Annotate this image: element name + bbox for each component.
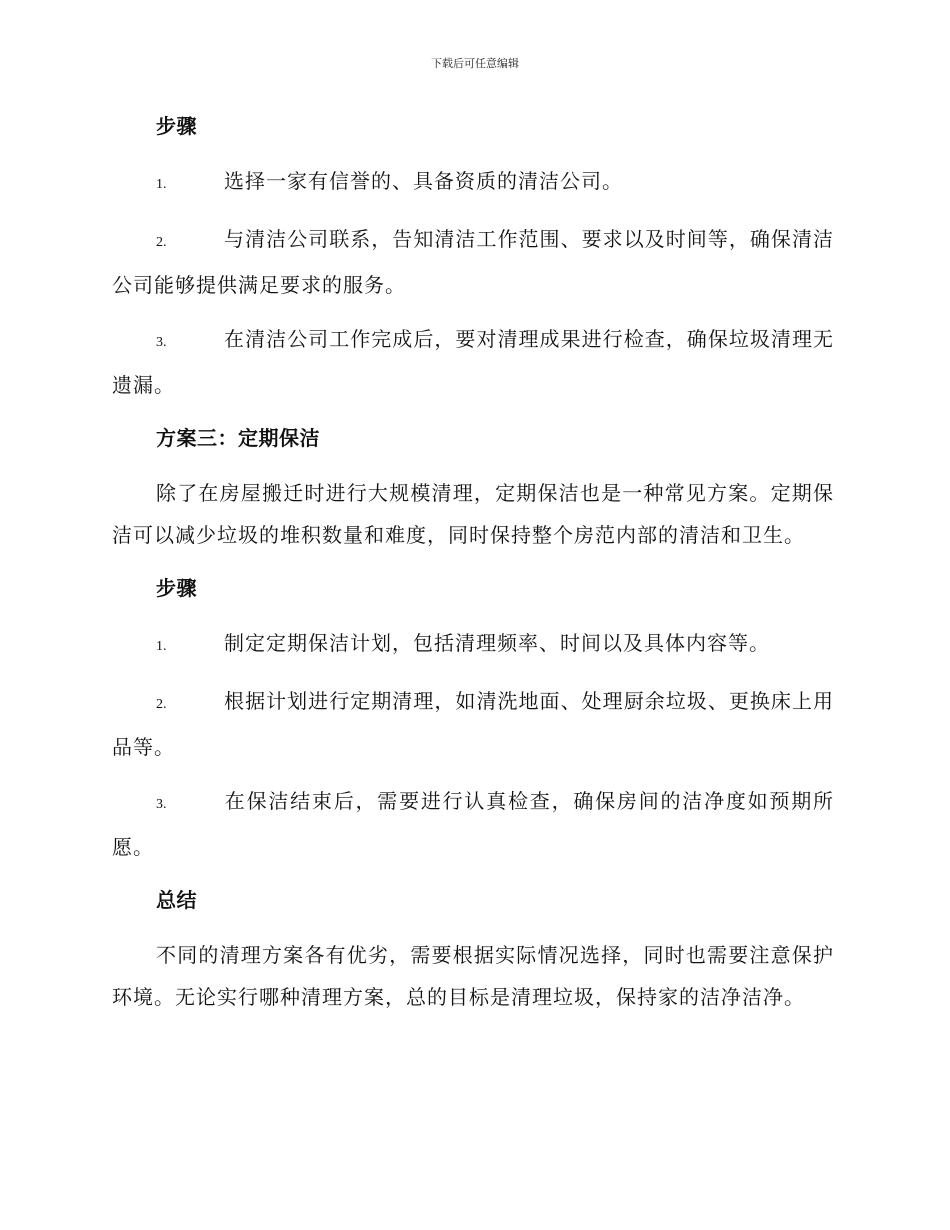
list-item: [112, 318, 834, 406]
paragraph: 不同的清理方案各有优劣，需要根据实际情况选择，同时也需要注意保护环境。无论实行哪种清理方案，总的目标是清理垃圾，保持家的洁净洁净。: [112, 943, 834, 1009]
section-heading-summary: 总结: [156, 888, 197, 912]
section-heading-steps: 步骤: [156, 114, 197, 138]
list-item: [112, 160, 834, 206]
list-number: 3.: [156, 335, 167, 350]
list-item-text: 根据计划进行定期清理，如清洗地面、处理厨余垃圾、更换床上用品等。: [112, 689, 834, 759]
list-item: [112, 780, 834, 868]
list-item-text: 在清洁公司工作完成后，要对清理成果进行检查，确保垃圾清理无遗漏。: [112, 327, 834, 397]
header-note: 下载后可任意编辑: [431, 57, 519, 70]
paragraph: 除了在房屋搬迁时进行大规模清理，定期保洁也是一种常见方案。定期保洁可以减少垃圾的堆积数量和难度，同时保持整个房范内部的清洁和卫生。: [112, 481, 834, 547]
section-heading-steps: 步骤: [156, 576, 197, 600]
list-number: 3.: [156, 797, 167, 812]
list-item: [112, 680, 834, 768]
list-item-text: 制定定期保洁计划，包括清理频率、时间以及具体内容等。: [224, 631, 770, 655]
list-number: 2.: [156, 235, 167, 250]
section-heading-plan-three: 方案三：定期保洁: [156, 426, 320, 450]
list-item: [112, 218, 834, 306]
list-number: 1.: [156, 177, 167, 192]
list-item-text: 与清洁公司联系，告知清洁工作范围、要求以及时间等，确保清洁公司能够提供满足要求的服务。: [112, 227, 834, 297]
list-item: [112, 622, 834, 668]
list-number: 2.: [156, 697, 167, 712]
list-number: 1.: [156, 639, 167, 654]
list-item-text: 选择一家有信誉的、具备资质的清洁公司。: [224, 169, 623, 193]
list-item-text: 在保洁结束后，需要进行认真检查，确保房间的洁净度如预期所愿。: [112, 789, 834, 859]
document-body: [112, 106, 834, 1030]
